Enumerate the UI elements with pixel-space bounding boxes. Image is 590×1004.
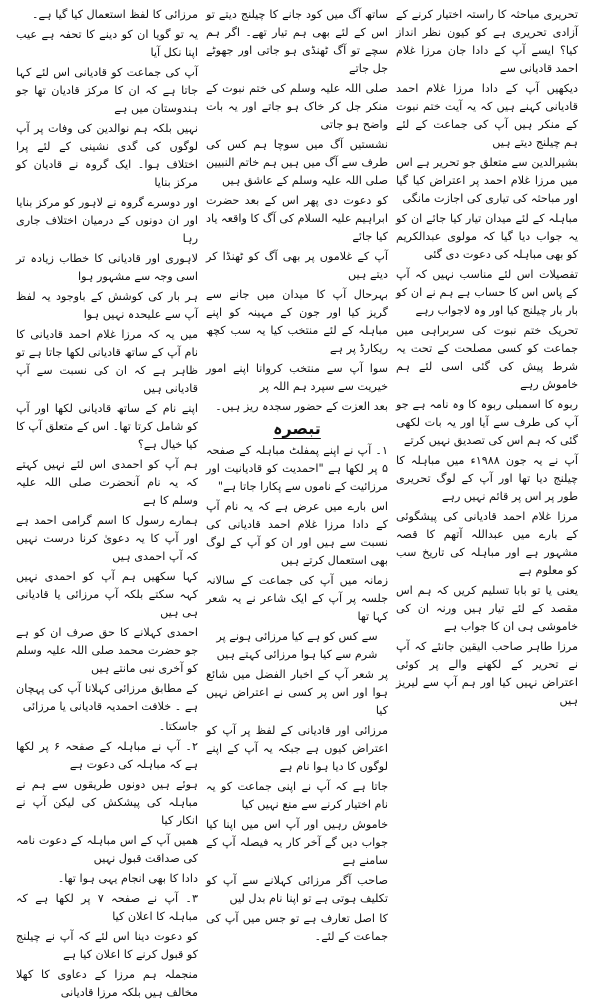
paragraph: ہم آپ کو احمدی اس لئے نہیں کہتے کہ یہ نام آنحضرت صلی اللہ علیہ وسلم کا ہے (16, 458, 198, 507)
paragraph: ربوہ کا اسمبلی ربوہ کا وہ نامہ ہے جو آپ کی طرف سے آیا اور یہ بات لکھی گئی کہ ہم اس کی تصدیق نہیں کرتے (396, 398, 578, 447)
paragraph: مرزائی اور قادیانی کے لفظ پر آپ کو اعتراض کیوں ہے جبکہ یہ آپ کے اپنے لوگوں کا دیا ہوا نام ہے (206, 724, 388, 773)
column-right (392, 6, 582, 1004)
paragraph: کو دعوت دینا اس لئے کہ آپ نے چیلنج کو قبول کرنے کا اعلان کیا ہے (16, 930, 198, 961)
paragraph: ۲۔ آپ نے مباہلہ کے صفحہ ۶ پر لکھا ہے کہ مباہلہ کی دعوت ہے (16, 740, 198, 771)
paragraph: سوا آپ سے منتخب کروانا اپنے امور خیریت سے سپرد ہم اللہ پر (206, 362, 388, 393)
paragraph: اور دوسرے گروہ نے لاہور کو مرکز بنایا اور ان دونوں کے درمیان اختلاف جاری رہا (16, 196, 198, 245)
paragraph: احمدی کہلانے کا حق صرف ان کو ہے جو حضرت محمد صلی اللہ علیہ وسلم کو آخری نبی مانتے ہیں (16, 626, 198, 675)
paragraph: میں یہ کہ مرزا غلام احمد قادیانی کا نام آپ کے ساتھ قادیانی لکھا جاتا ہے تو ظاہر ہے کہ ان کی نسبت سے آپ قادیانی ہیں (16, 328, 198, 395)
paragraph: مرزائی کا لفظ استعمال کیا گیا ہے۔ (31, 8, 198, 21)
paragraph: ۱۔ آپ نے اپنے پمفلٹ مباہلہ کے صفحہ ۵ پر لکھا ہے "احمدیت کو قادیانیت اور مرزائیت کے ناموں سے پکارا جاتا ہے" (206, 444, 388, 493)
paragraph: منجملہ ہم مرزا کے دعاوی کا کھلا مخالف ہیں بلکہ مرزا قادیانی (16, 968, 198, 999)
paragraph: یعنی یا تو بابا تسلیم کریں کہ ہم اس مقصد کے لئے تیار ہیں ورنہ ان کی خاموشی ہی ان کا جواب ہے (396, 584, 578, 633)
paragraph: آپ کے غلاموں پر بھی آگ کو ٹھنڈا کر دیتے ہیں (206, 250, 388, 281)
paragraph: تحریری مباحثہ کا راستہ اختیار کرنے کے آزادی تحریری ہے کو کیون نظر انداز کیا؟ ایسے آپ کے دادا جان مرزا غلام احمد قادیانی سے (396, 8, 578, 75)
paragraph: خاموش رہیں اور آپ اس میں اپنا کیا جواب دیں گے آخر کار یہ فیصلہ آپ کے سامنے ہے (206, 818, 388, 867)
paragraph: جاسکتا۔ (158, 720, 198, 733)
paragraph: لاہوری اور قادیانی کا خطاب زیادہ تر اسی وجہ سے مشہور ہوا (16, 252, 198, 283)
paragraph: مرزا طاہر صاحب الیقین جانئے کہ آپ نے تحریر کے لکھنے والے پر کوئی اعتراض نہیں کیا اور ہم آپ سے لیریز ہیں (396, 640, 578, 707)
paragraph: اس بارے میں عرض ہے کہ یہ نام آپ کے دادا مرزا غلام احمد قادیانی کی نسبت سے ہیں اور ان کو آپ کے لوگ بھی استعمال کرتے ہیں (206, 500, 388, 567)
paragraph: صلی اللہ علیہ وسلم کی ختم نبوت کے منکر جل کر خاک ہو جاتے اور یہ بات واضح ہو جاتی (206, 82, 388, 131)
paragraph: دیکھیں آپ کے دادا مرزا غلام احمد قادیانی کہنے ہیں کہ یہ آیت ختم نبوت کے منکر ہیں آپ کی جماعت کے لئے ہم چیلنج دیتے ہیں (396, 82, 578, 149)
paragraph: نشستیں آگ میں سوچا ہم کس کی طرف سے آگ میں ہیں ہم خاتم النبیین صلی اللہ علیہ وسلم کے عاشق ہیں (206, 138, 388, 187)
paragraph: بشیرالدین سے متعلق جو تحریر ہے اس میں مرزا غلام احمد پر اعتراض کیا گیا اور مباحثہ کی تیاری کی اجازت مانگی (396, 156, 578, 205)
paragraph: ۳۔ آپ نے صفحہ ۷ پر لکھا ہے کہ مباہلہ کا اعلان کیا (16, 892, 198, 923)
paragraph: دادا کا بھی انجام یہی ہوا تھا۔ (57, 872, 198, 885)
paragraph: صاحب آگر مرزائی کہلانے سے آپ کو تکلیف ہوتی ہے تو اپنا نام بدل لیں (206, 874, 388, 905)
paragraph: مرزا غلام احمد قادیانی کی پیشگوئی کے بارے میں عبداللہ آتھم کا قصہ مشہور ہے اور مباہلہ کی تاریخ سب کو معلوم ہے (396, 510, 578, 577)
paragraph: ساتھ آگ میں کود جانے کا چیلنج دیتے تو اس کے لئے بھی ہم تیار تھے۔ اگر ہم سچے تو آگ ٹھنڈی ہو جاتی اور جھوٹے جل جاتے (206, 8, 388, 75)
paragraph: ہوئے ہیں دونوں طریقوں سے ہم نے مباہلہ کی پیشکش کی لیکن آپ نے انکار کیا (16, 778, 198, 827)
paragraph: جاتا ہے کہ آپ نے اپنی جماعت کو یہ نام اختیار کرنے سے منع نہیں کیا (206, 780, 388, 811)
paragraph: کو دعوت دی پھر اس کے بعد حضرت ابراہیم علیہ السلام کی آگ کا واقعہ یاد کیا جائے (205, 194, 388, 243)
paragraph: اپنے نام کے ساتھ قادیانی لکھا اور آپ کو شامل کرتا تھا۔ اس کے متعلق آپ کا کیا خیال ہے؟ (16, 402, 198, 451)
paragraph: نہیں بلکہ ہم نوالدین کی وفات پر آپ لوگوں کی گدی نشینی کے لئے پرا اختلاف ہوا۔ ایک گروہ نے قادیان کو مرکز بنایا (16, 122, 198, 189)
paragraph: پر شعر آپ کے اخبار الفضل میں شائع ہوا اور اس پر کسی نے اعتراض نہیں کیا (206, 668, 388, 717)
paragraph: کا اصل تعارف ہے تو جس میں آپ کی جماعت کے لئے۔ (206, 912, 388, 943)
paragraph: کہا سکھیں ہم آپ کو احمدی نہیں کہہ سکتے بلکہ آپ مرزائی یا قادیانی ہی ہیں (16, 570, 198, 619)
paragraph: ھمیں آپ کے اس مباہلہ کے دعوت نامہ کی صداقت قبول نہیں (16, 834, 198, 865)
paragraph: بہرحال آپ کا میدان میں جانے سے گریز کیا اور جون کے مہینہ کو اپنے مباہلہ کے لئے منتخب کیا یہ سب کچھ ریکارڈ پر ہے (206, 288, 388, 355)
paragraph: کے مطابق مرزائی کہلانا آپ کی پہچان ہے ۔ خلافت احمدیہ قادیانی یا مرزائی (16, 682, 198, 713)
paragraph: زمانہ میں آپ کی جماعت کے سالانہ جلسہ پر آپ کے ایک شاعر نے یہ شعر کہا تھا (206, 574, 388, 623)
paragraph: تحریک ختم نبوت کی سربراہی میں جماعت کو کسی مصلحت کے تحت یہ شرط پیش کی گئی اسی لئے ہم خاموش رہے (396, 324, 578, 391)
verse: سے کس کو ہے کیا مرزائی ہونے پر شرم سے کیا ہوا مرزائی کہتے ہیں (216, 630, 378, 661)
paragraph: ہر بار کی کوشش کے باوجود یہ لفظ آپ سے علیحدہ نہیں ہوا (16, 290, 198, 321)
paragraph: آپ نے یہ جون ۱۹۸۸ء میں مباہلہ کا چیلنج دیا تھا اور آپ کے لوگ تحریری طور پر اس پر قائم نہیں رہے (396, 454, 579, 503)
column-left (12, 6, 202, 1004)
paragraph: آپ کی جماعت کو قادیانی اس لئے کہا جاتا ہے کہ ان کا مرکز قادیان تھا جو ہندوستان میں ہے (16, 66, 198, 115)
paragraph: مباہلہ کے لئے میدان تیار کیا جائے ان کو یہ جواب دیا گیا کہ مولوی عبدالکریم کو بھی مباہلہ کی دعوت دی گئی (396, 212, 578, 261)
paragraph: یہ تو گویا ان کو دینے کا تحفہ ہے عیب اپنا نکل آیا (16, 28, 198, 59)
document-page (10, 6, 582, 999)
column-middle (202, 6, 392, 1004)
paragraph: بعد العزت کے حضور سجدہ ریز ہیں۔ (215, 400, 388, 413)
paragraph: ہمارے رسول کا اسم گرامی احمد ہے اور آپ کا یہ دعویٰ کرنا درست نہیں کہ آپ احمدی ہیں (16, 514, 198, 563)
paragraph: تفصیلات اس لئے مناسب نہیں کہ آپ کے پاس اس کا حساب ہے ہم نے ان کو بار بار چیلنج کیا اور وہ لاجواب رہے (396, 268, 578, 317)
section-heading: تبصرہ (273, 419, 321, 438)
